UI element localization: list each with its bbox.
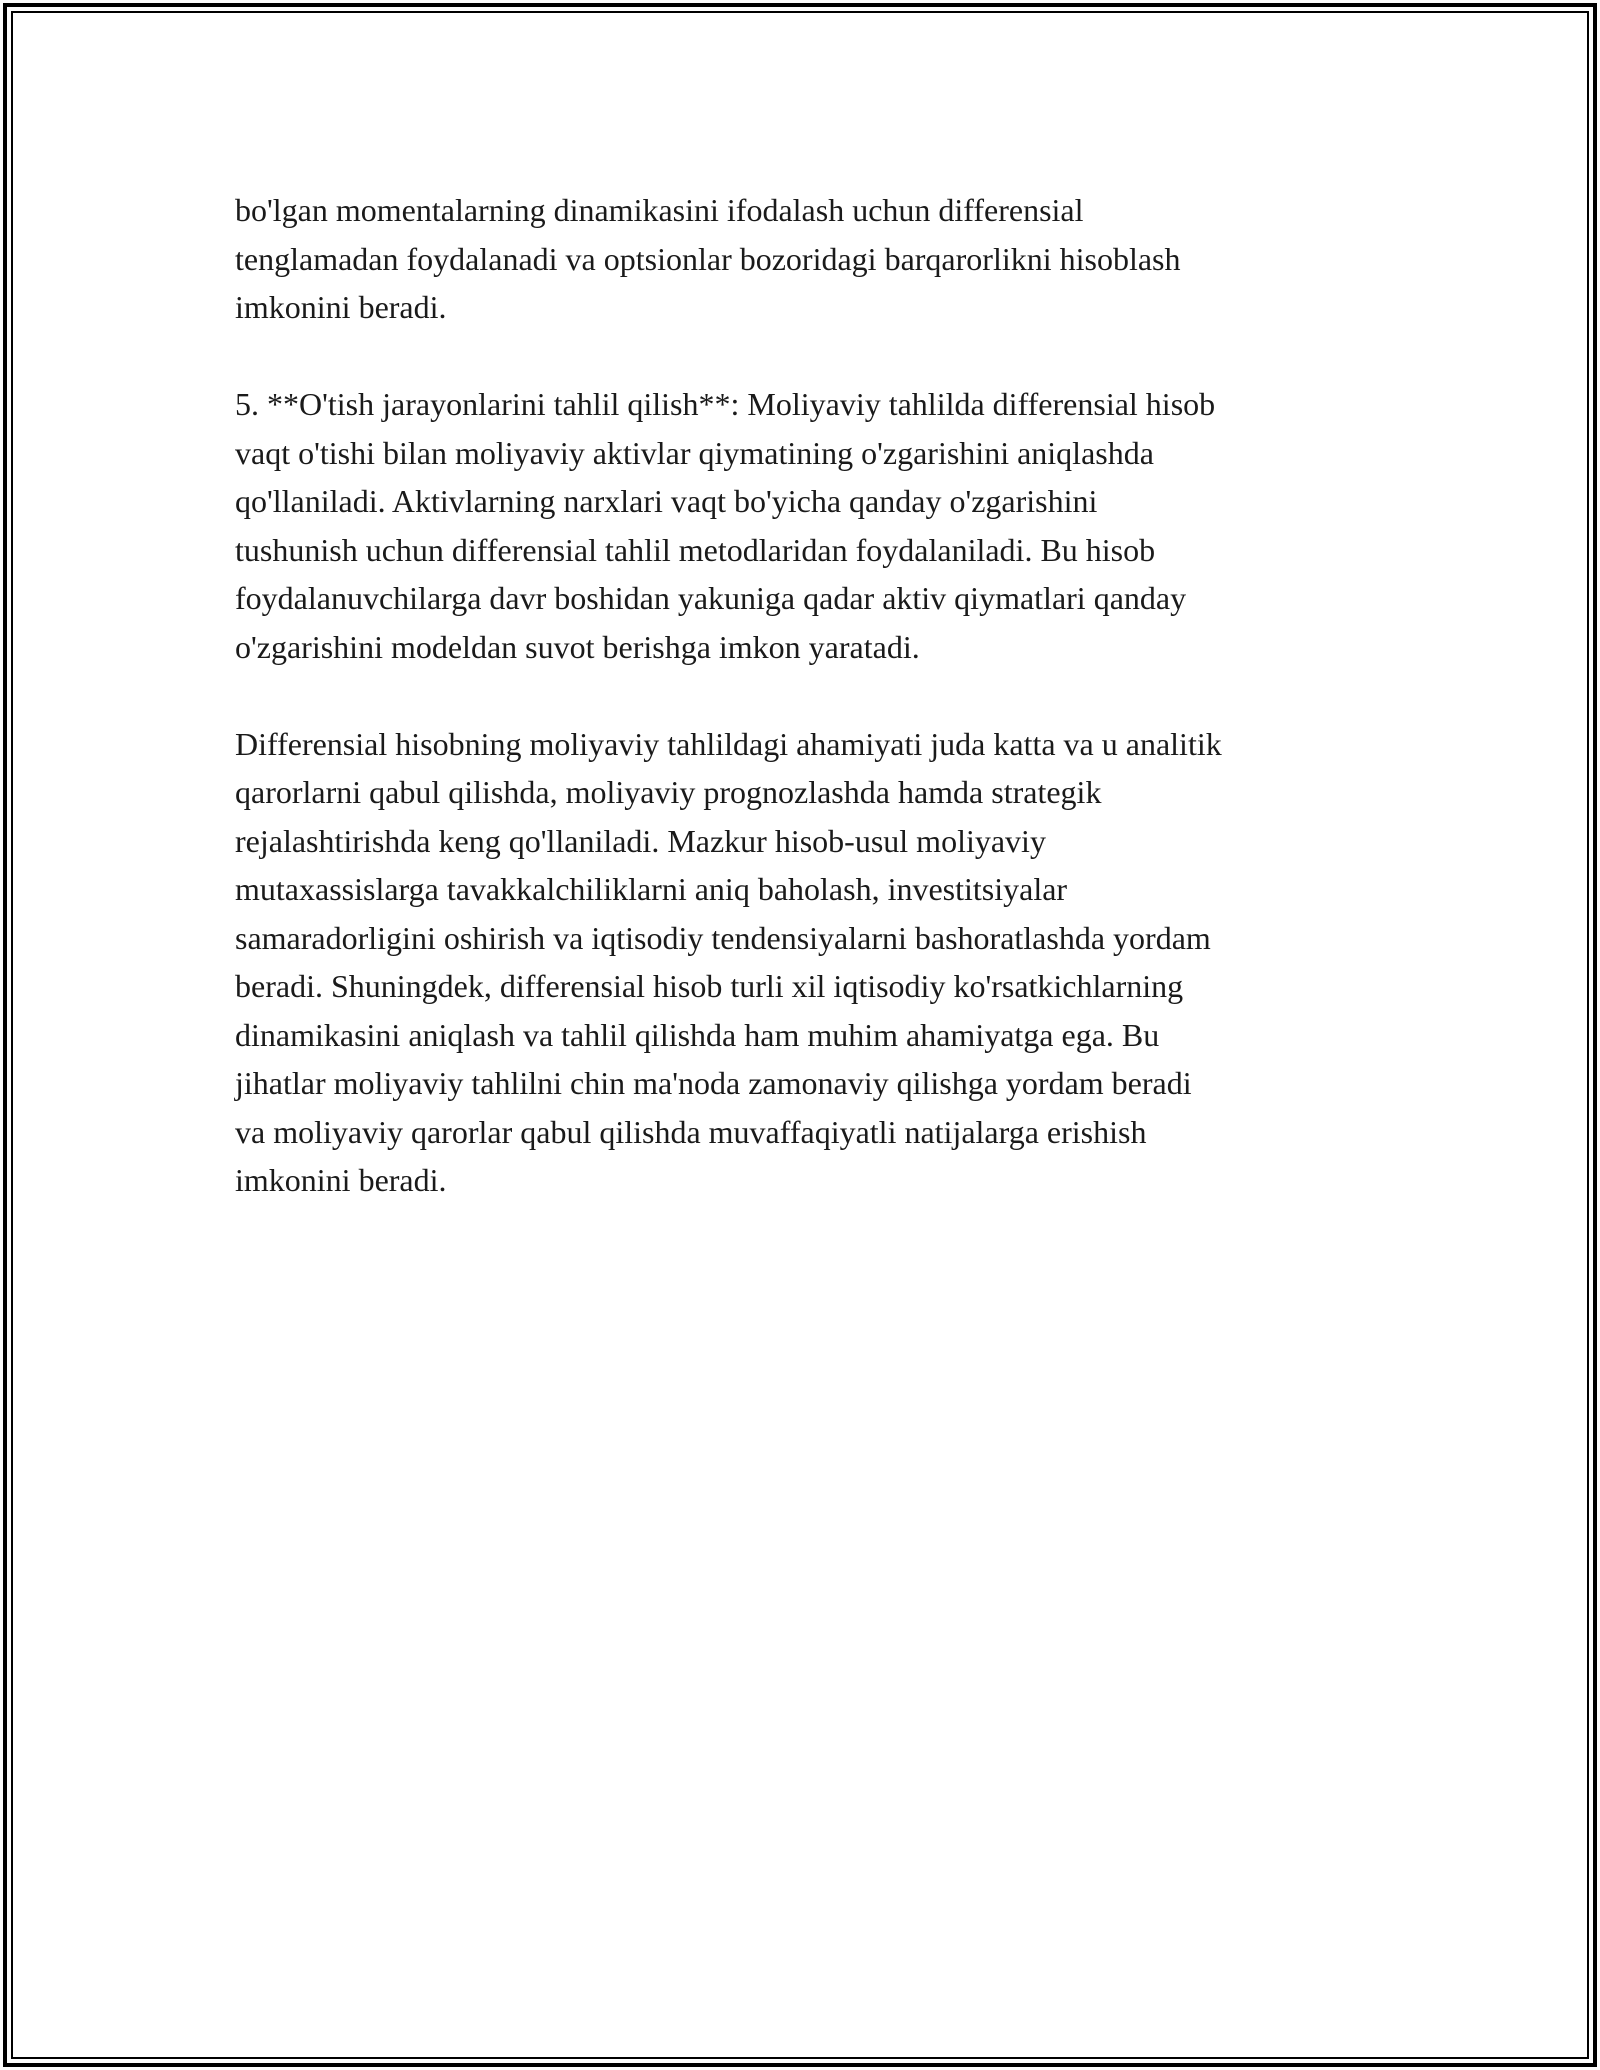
text-line: beradi. Shuningdek, differensial hisob turli xil iqtisodiy ko'rsatkichlarning — [235, 968, 1184, 1004]
text-line: tushunish uchun differensial tahlil metodlaridan foydalaniladi. Bu hisob — [235, 531, 1156, 568]
document-body — [235, 186, 1385, 1253]
text-line: rejalashtirishda keng qo'llaniladi. Mazkur hisob-usul moliyaviy — [235, 822, 1046, 859]
text-line: vaqt o'tishi bilan moliyaviy aktivlar qiymatining o'zgarishini aniqlashda — [235, 434, 1154, 471]
paragraph-3 — [235, 720, 1385, 1205]
text-line: Differensial hisobning moliyaviy tahlildagi ahamiyati juda katta va u analitik — [235, 725, 1222, 762]
text-line: tenglamadan foydalanadi va optsionlar bozoridagi barqarorlikni hisoblash — [235, 240, 1181, 277]
text-line: dinamikasini aniqlash va tahlil qilishda ham muhim ahamiyatga ega. Bu — [235, 1016, 1160, 1053]
text-line: mutaxassislarga tavakkalchiliklarni aniq baholash, investitsiyalar — [235, 871, 1068, 907]
text-line: qo'llaniladi. Aktivlarning narxlari vaqt bo'yicha qanday o'zgarishini — [235, 483, 1098, 519]
paragraph-1 — [235, 186, 1385, 332]
text-line: imkonini beradi. — [235, 1162, 447, 1198]
paragraph-2 — [235, 380, 1385, 671]
text-line: bo'lgan momentalarning dinamikasini ifodalash uchun differensial — [235, 192, 1084, 228]
text-line: samaradorligini oshirish va iqtisodiy tendensiyalarni bashoratlashda yordam — [235, 919, 1211, 956]
text-line: jihatlar moliyaviy tahlilni chin ma'noda zamonaviy qilishga yordam beradi — [235, 1065, 1192, 1101]
text-line: va moliyaviy qarorlar qabul qilishda muvaffaqiyatli natijalarga erishish — [235, 1113, 1147, 1150]
text-line: o'zgarishini modeldan suvot berishga imkon yaratadi. — [235, 628, 920, 665]
text-line: foydalanuvchilarga davr boshidan yakuniga qadar aktiv qiymatlari qanday — [235, 580, 1187, 616]
text-line: 5. **O'tish jarayonlarini tahlil qilish**: Moliyaviy tahlilda differensial hisob — [235, 386, 1216, 422]
text-line: qarorlarni qabul qilishda, moliyaviy prognozlashda hamda strategik — [235, 774, 1102, 810]
text-line: imkonini beradi. — [235, 289, 447, 325]
